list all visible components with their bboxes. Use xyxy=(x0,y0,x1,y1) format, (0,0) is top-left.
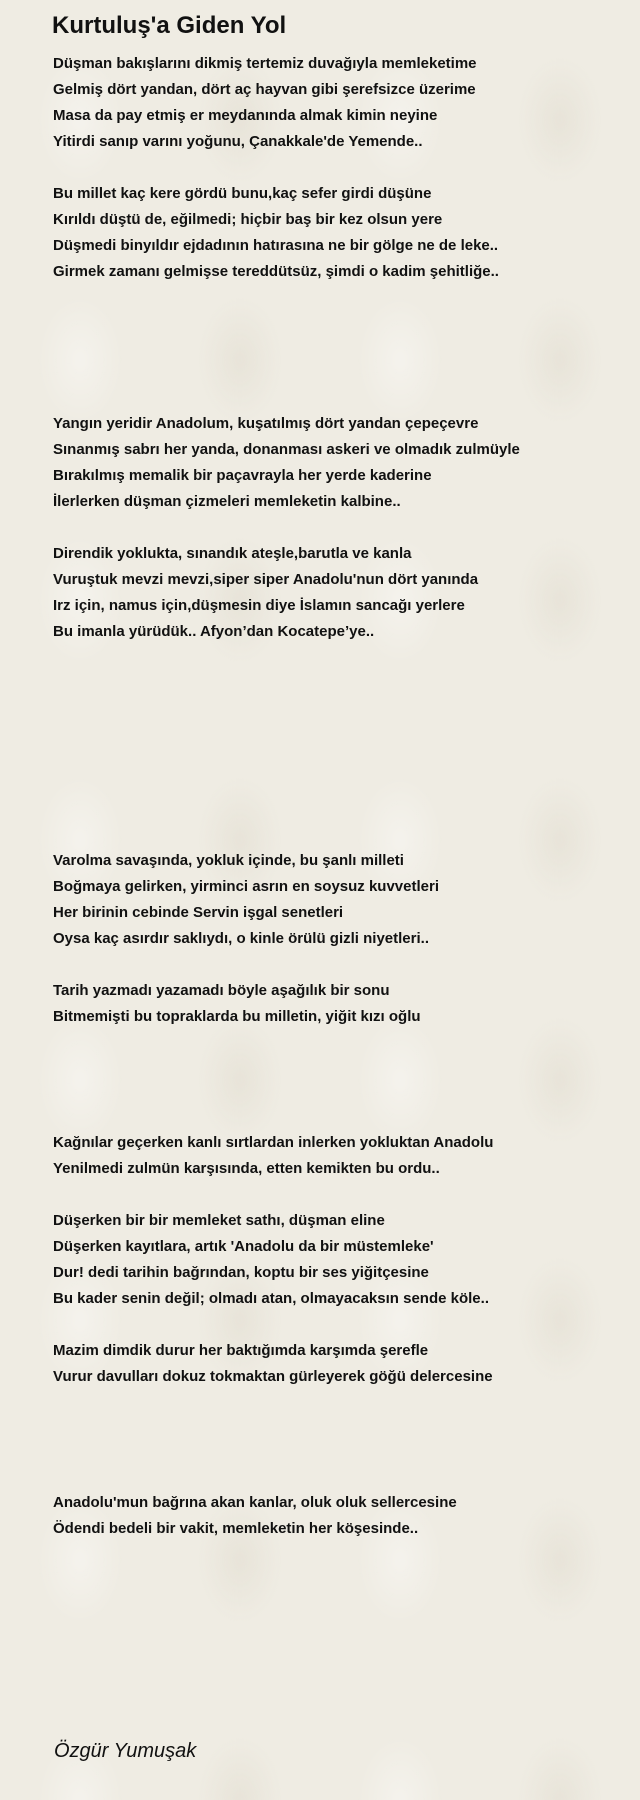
poem-line: Bırakılmış memalik bir paçavrayla her yerde kaderine xyxy=(53,467,432,484)
poem-line: Tarih yazmadı yazamadı böyle aşağılık bir sonu xyxy=(53,982,390,999)
poem-line: Mazim dimdik durur her baktığımda karşımda şerefle xyxy=(53,1342,429,1359)
poem-line: Sınanmış sabrı her yanda, donanması askeri ve olmadık zulmüyle xyxy=(53,441,520,458)
poem-line: Varolma savaşında, yokluk içinde, bu şanlı milleti xyxy=(53,852,404,869)
poem-line: Vuruştuk mevzi mevzi,siper siper Anadolu'nun dört yanında xyxy=(53,571,479,588)
poem-line: Düşerken bir bir memleket sathı, düşman eline xyxy=(53,1212,385,1229)
poem-line: Irz için, namus için,düşmesin diye İslamın sancağı yerlere xyxy=(53,597,465,614)
poem-line: Yitirdi sanıp varını yoğunu, Çanakkale'de Yemende.. xyxy=(53,133,423,150)
poem-line: Gelmiş dört yandan, dört aç hayvan gibi şerefsizce üzerime xyxy=(53,81,476,98)
poem-line: Bu kader senin değil; olmadı atan, olmayacaksın sende köle.. xyxy=(53,1290,489,1307)
poem-line: Anadolu'mun bağrına akan kanlar, oluk oluk sellercesine xyxy=(53,1494,457,1511)
poem-line: Vurur davulları dokuz tokmaktan gürleyerek göğü delercesine xyxy=(53,1368,493,1385)
poem-line: Düşmedi binyıldır ejdadının hatırasına ne bir gölge ne de leke.. xyxy=(53,237,499,254)
poem-line: Boğmaya gelirken, yirminci asrın en soysuz kuvvetleri xyxy=(53,878,439,895)
poem-author: Özgür Yumuşak xyxy=(54,1740,197,1762)
poem-title: Kurtuluş'a Giden Yol xyxy=(52,12,287,39)
poem-line: Bitmemişti bu topraklarda bu milletin, yiğit kızı oğlu xyxy=(53,1008,421,1025)
poem-line: Düşerken kayıtlara, artık 'Anadolu da bir müstemleke' xyxy=(53,1238,434,1255)
poem-line: Yangın yeridir Anadolum, kuşatılmış dört yandan çepeçevre xyxy=(53,415,479,432)
poem-line: Direndik yoklukta, sınandık ateşle,barutla ve kanla xyxy=(53,545,412,562)
poem-line: Kağnılar geçerken kanlı sırtlardan inlerken yokluktan Anadolu xyxy=(53,1134,494,1151)
poem-line: Kırıldı düştü de, eğilmedi; hiçbir baş bir kez olsun yere xyxy=(53,211,443,228)
poem-line: Masa da pay etmiş er meydanında almak kimin neyine xyxy=(53,107,438,124)
poem-line: İlerlerken düşman çizmeleri memleketin kalbine.. xyxy=(53,493,401,510)
poem-line: Bu imanla yürüdük.. Afyon’dan Kocatepe’ye.. xyxy=(53,623,375,640)
poem-line: Düşman bakışlarını dikmiş tertemiz duvağıyla memleketime xyxy=(53,55,477,72)
poem-line: Oysa kaç asırdır saklıydı, o kinle örülü gizli niyetleri.. xyxy=(53,930,429,947)
poem-line: Her birinin cebinde Servin işgal senetleri xyxy=(53,904,344,921)
poem-line: Bu millet kaç kere gördü bunu,kaç sefer girdi düşüne xyxy=(53,185,432,202)
poem-line: Ödendi bedeli bir vakit, memleketin her köşesinde.. xyxy=(53,1520,419,1537)
poem-line: Yenilmedi zulmün karşısında, etten kemikten bu ordu.. xyxy=(53,1160,440,1177)
poem-line: Girmek zamanı gelmişse tereddütsüz, şimdi o kadim şehitliğe.. xyxy=(53,263,499,280)
poem-line: Dur! dedi tarihin bağrından, koptu bir ses yiğitçesine xyxy=(53,1264,429,1281)
